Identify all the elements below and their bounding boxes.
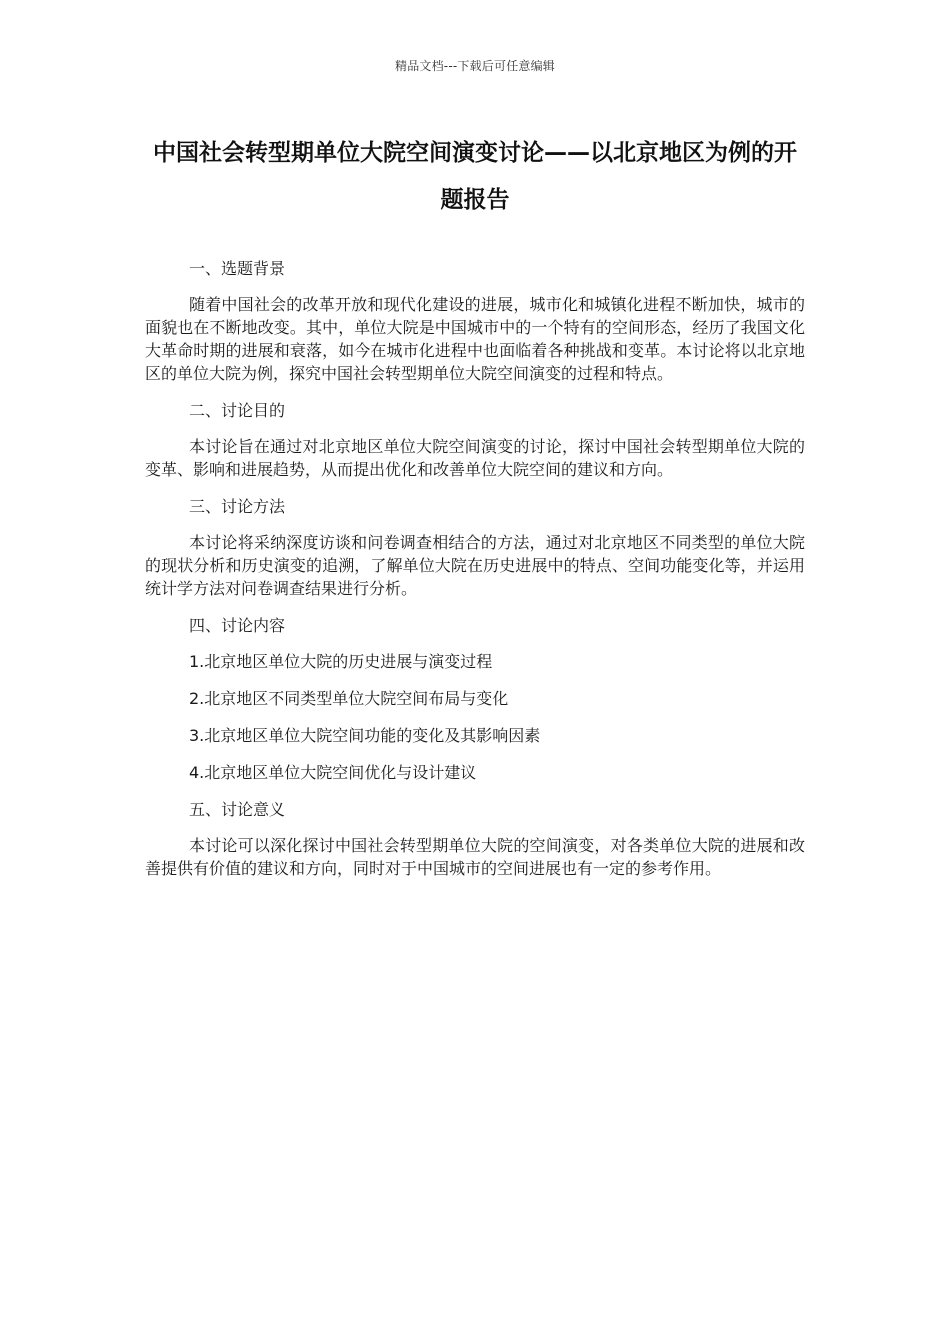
list-item: 2.北京地区不同类型单位大院空间布局与变化 [189, 689, 509, 708]
section-heading-method: 三、讨论方法 [189, 497, 286, 516]
section-heading-purpose: 二、讨论目的 [189, 401, 286, 420]
section-heading-background: 一、选题背景 [189, 259, 286, 278]
section-heading-significance: 五、讨论意义 [189, 800, 286, 819]
document-body [145, 257, 805, 894]
paragraph-method: 本讨论将采纳深度访谈和问卷调查相结合的方法，通过对北京地区不同类型的单位大院的现状分析和历史演变的追溯，了解单位大院在历史进展中的特点、空间功能变化等，并运用统计学方法对问卷调查结果进行分析。 [145, 533, 805, 598]
paragraph-background: 随着中国社会的改革开放和现代化建设的进展，城市化和城镇化进程不断加快，城市的面貌也在不断地改变。其中，单位大院是中国城市中的一个特有的空间形态，经历了我国文化大革命时期的进展和衰落，如今在城市化进程中也面临着各种挑战和变革。本讨论将以北京地区的单位大院为例，探究中国社会转型期单位大院空间演变的过程和特点。 [145, 295, 805, 383]
document-title: 中国社会转型期单位大院空间演变讨论——以北京地区为例的开题报告 [153, 140, 797, 213]
list-item: 1.北京地区单位大院的历史进展与演变过程 [189, 652, 493, 671]
page-header: 精品文档---下载后可任意编辑 [395, 59, 555, 73]
paragraph-significance: 本讨论可以深化探讨中国社会转型期单位大院的空间演变，对各类单位大院的进展和改善提供有价值的建议和方向，同时对于中国城市的空间进展也有一定的参考作用。 [145, 836, 805, 878]
list-item: 3.北京地区单位大院空间功能的变化及其影响因素 [189, 726, 541, 745]
section-heading-content: 四、讨论内容 [189, 616, 286, 635]
paragraph-purpose: 本讨论旨在通过对北京地区单位大院空间演变的讨论，探讨中国社会转型期单位大院的变革、影响和进展趋势，从而提出优化和改善单位大院空间的建议和方向。 [145, 437, 805, 479]
list-item: 4.北京地区单位大院空间优化与设计建议 [189, 763, 477, 782]
